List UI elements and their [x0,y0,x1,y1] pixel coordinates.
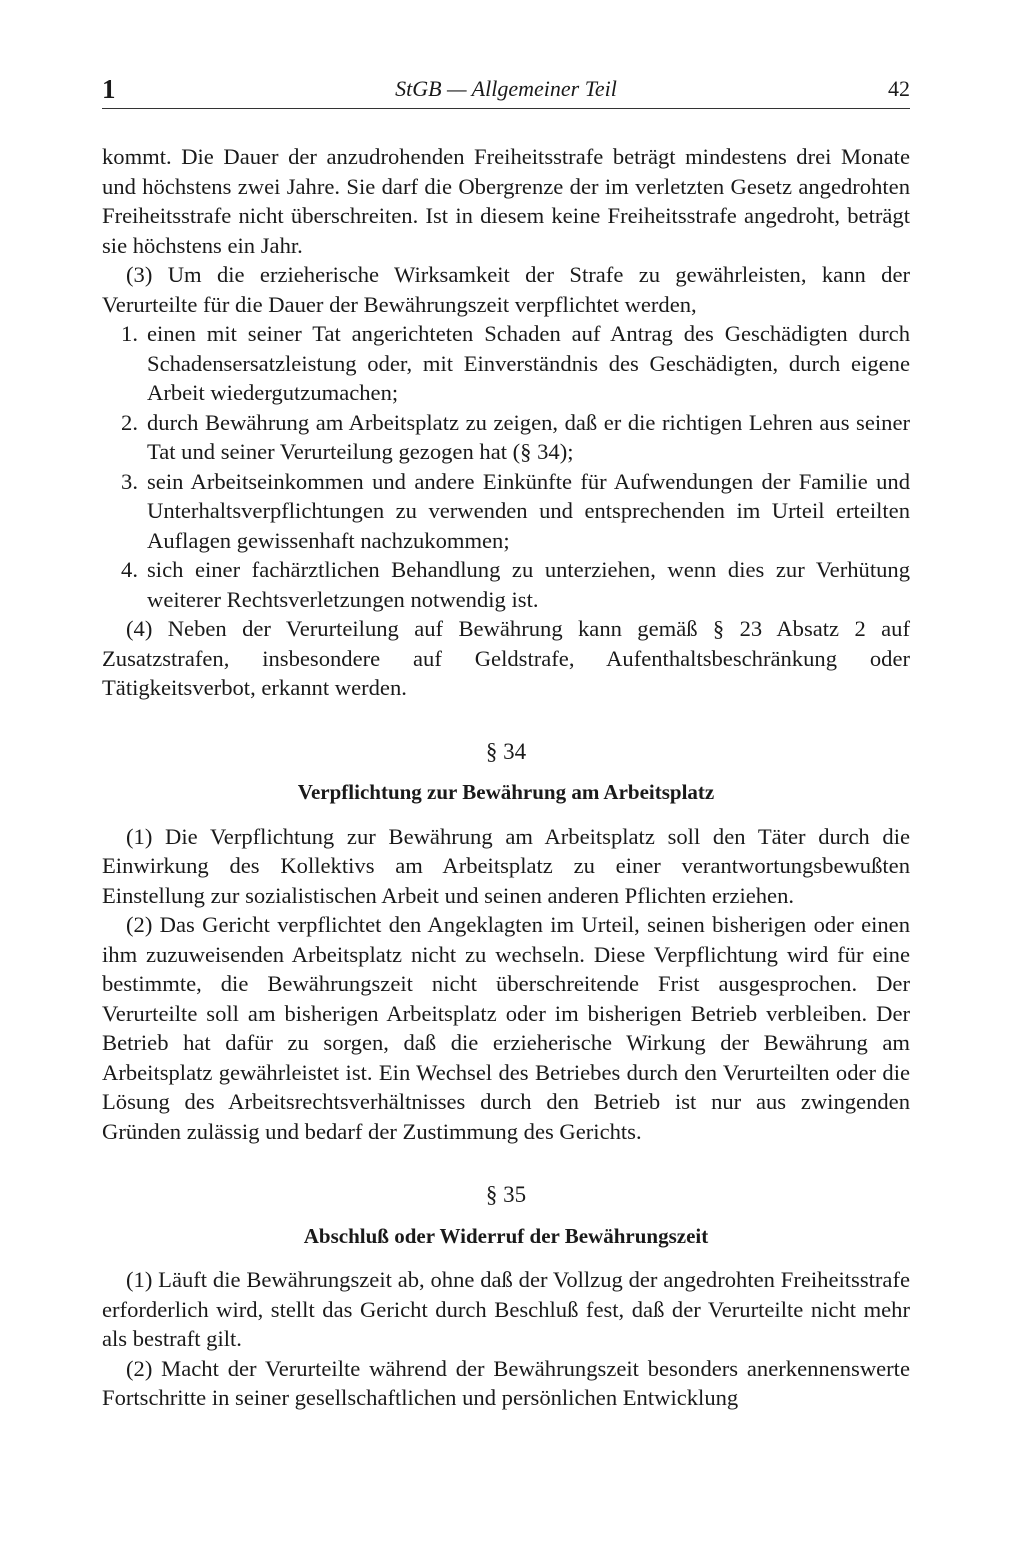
running-title: StGB — Allgemeiner Teil [395,76,617,101]
list-item-number: 2. [121,409,138,435]
section-number-34: § 34 [485,738,527,764]
list-item-number: 4. [121,557,138,582]
list-item-text: sich einer fachärztlichen Behandlung zu unterziehen, wenn dies zur Verhütung weiterer Rechtsverletzungen notwendig ist. [147,557,910,612]
list-item-text: einen mit seiner Tat angerichteten Schaden auf Antrag des Geschädigten durch Schadensersatzleistung oder, mit Einverständnis des Geschädigten, durch eigene Arbeit wiedergutzumachen; [147,321,910,405]
paragraph-abs4: (4) Neben der Verurteilung auf Bewährung kann gemäß § 23 Absatz 2 auf Zusatzstrafen, insbesondere auf Geldstrafe, Aufenthaltsbeschränkung oder Tätigkeitsverbot, erkannt werden. [102,616,910,700]
list-item [102,408,910,467]
section-title-35: Abschluß oder Widerruf der Bewährungszeit [303,1223,709,1248]
chapter-number: 1 [102,74,116,104]
page-body [102,142,910,1413]
section-title-34: Verpflichtung zur Bewährung am Arbeitsplatz [297,780,715,804]
running-header [102,74,910,109]
list-item-number: 3. [121,468,138,494]
paragraph-abs3: (3) Um die erzieherische Wirksamkeit der Strafe zu gewährleisten, kann der Verurteilte für die Dauer der Bewährungszeit verpflichtet werden, [102,262,910,317]
list-item-number: 1. [121,321,138,346]
list-item [102,555,910,614]
paragraph-35-2: (2) Macht der Verurteilte während der Bewährungszeit besonders anerkennenswerte Fortschritte in seiner gesellschaftlichen und persönlichen Entwicklung [102,1355,910,1410]
list-item [102,319,910,408]
page-number: 42 [888,76,910,101]
paragraph-34-2: (2) Das Gericht verpflichtet den Angeklagten im Urteil, seinen bisherigen oder einen ihm zuzuweisenden Arbeitsplatz nicht zu wechseln. Diese Verpflichtung wird für eine bestimmte, die Bewährungszeit nicht überschreitende Frist ausgesprochen. Der Verurteilte soll am bisherigen Arbeitsplatz oder im bisherigen Betrieb verbleiben. Der Betrieb hat dafür zu sorgen, daß die erzieherische Wirkung der Bewährung am Arbeitsplatz gewährleistet ist. Ein Wechsel des Betriebes durch den Verurteilten oder die Lösung des Arbeitsrechtsverhältnisses durch den Betrieb ist nur aus zwingenden Gründen zulässig und bedarf der Zustimmung des Gerichts. [102,912,910,1144]
section-number-35: § 35 [485,1182,527,1207]
list-item-text: durch Bewährung am Arbeitsplatz zu zeigen, daß er die richtigen Lehren aus seiner Tat und seiner Verurteilung gezogen hat (§ 34); [147,409,910,464]
paragraph-34-1: (1) Die Verpflichtung zur Bewährung am Arbeitsplatz soll den Täter durch die Einwirkung des Kollektivs am Arbeitsplatz zu einer verantwortungsbewußten Einstellung zur sozialistischen Arbeit und seinen anderen Pflichten erziehen. [102,823,910,908]
paragraph-continued: kommt. Die Dauer der anzudrohenden Freiheitsstrafe beträgt mindestens drei Monate und höchstens zwei Jahre. Sie darf die Obergrenze der im verletzten Gesetz angedrohten Freiheitsstrafe nicht überschreiten. Ist in diesem keine Freiheitsstrafe angedroht, beträgt sie höchstens ein Jahr. [102,144,910,258]
list-item [102,467,910,556]
paragraph-35-1: (1) Läuft die Bewährungszeit ab, ohne daß der Vollzug der angedrohten Freiheitsstrafe erforderlich wird, stellt das Gericht durch Beschluß fest, daß der Verurteilte nicht mehr als bestraft gilt. [102,1267,910,1351]
list-item-text: sein Arbeitseinkommen und andere Einkünfte für Aufwendungen der Familie und Unterhaltsverpflichtungen zu verwenden und entsprechenden im Urteil erteilten Auflagen gewissenhaft nachzukommen; [147,468,910,553]
